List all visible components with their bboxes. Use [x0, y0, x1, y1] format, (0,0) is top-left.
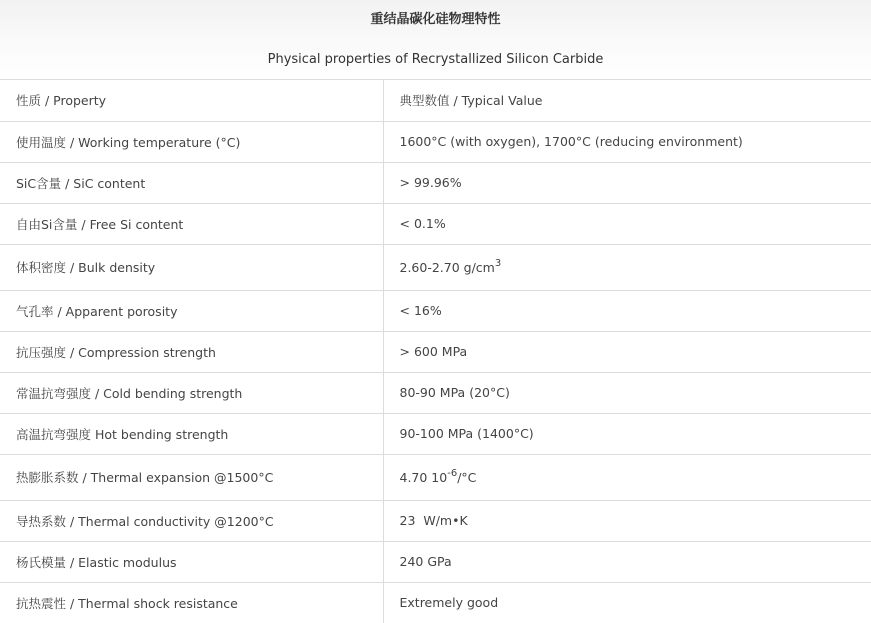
table-row	[0, 582, 871, 623]
value-cell: 1600°C (with oxygen), 1700°C (reducing environment)	[383, 121, 871, 162]
property-cell: 常温抗弯强度 / Cold bending strength	[0, 372, 383, 413]
table-header-row	[0, 80, 871, 121]
properties-table	[0, 80, 871, 623]
header-value: 典型数值 / Typical Value	[383, 80, 871, 121]
table-row	[0, 162, 871, 203]
title-english: Physical properties of Recrystallized Silicon Carbide	[267, 52, 604, 67]
table-row	[0, 541, 871, 582]
value-cell	[383, 500, 871, 541]
property-cell: 热膨胀系数 / Thermal expansion @1500°C	[0, 454, 383, 500]
value-text: 2.60-2.70 g/cm	[399, 259, 495, 275]
table-row	[0, 413, 871, 454]
value-superscript: -6	[447, 467, 458, 479]
value-cell	[383, 454, 871, 500]
value-cell: < 0.1%	[383, 203, 871, 244]
table-row	[0, 372, 871, 413]
value-suffix: /°C	[457, 469, 477, 485]
property-cell: 高温抗弯强度 Hot bending strength	[0, 413, 383, 454]
value-superscript: 3	[494, 257, 502, 269]
property-cell: 杨氏模量 / Elastic modulus	[0, 541, 383, 582]
property-cell: 体积密度 / Bulk density	[0, 244, 383, 290]
table-caption	[0, 0, 871, 80]
property-cell: 导热系数 / Thermal conductivity @1200°C	[0, 500, 383, 541]
table-row	[0, 203, 871, 244]
value-cell: 90-100 MPa (1400°C)	[383, 413, 871, 454]
table-row	[0, 500, 871, 541]
value-cell: > 99.96%	[383, 162, 871, 203]
table-row	[0, 121, 871, 162]
value-text: 23 W/m•K	[399, 513, 468, 528]
property-cell: 使用温度 / Working temperature (°C)	[0, 121, 383, 162]
title-chinese: 重结晶碳化硅物理特性	[370, 12, 501, 27]
value-text: 4.70 10	[399, 469, 448, 485]
table-row	[0, 454, 871, 500]
property-cell: SiC含量 / SiC content	[0, 162, 383, 203]
property-cell: 抗压强度 / Compression strength	[0, 331, 383, 372]
table-row	[0, 331, 871, 372]
value-cell	[383, 244, 871, 290]
value-cell: > 600 MPa	[383, 331, 871, 372]
property-cell: 气孔率 / Apparent porosity	[0, 290, 383, 331]
value-cell: Extremely good	[399, 595, 499, 611]
table-row	[0, 290, 871, 331]
table-row	[0, 244, 871, 290]
header-property: 性质 / Property	[0, 80, 383, 121]
value-cell: < 16%	[383, 290, 871, 331]
property-cell: 自由Si含量 / Free Si content	[0, 203, 383, 244]
value-cell: 240 GPa	[383, 541, 871, 582]
value-cell: 80-90 MPa (20°C)	[383, 372, 871, 413]
property-cell: 抗热震性 / Thermal shock resistance	[0, 582, 383, 623]
